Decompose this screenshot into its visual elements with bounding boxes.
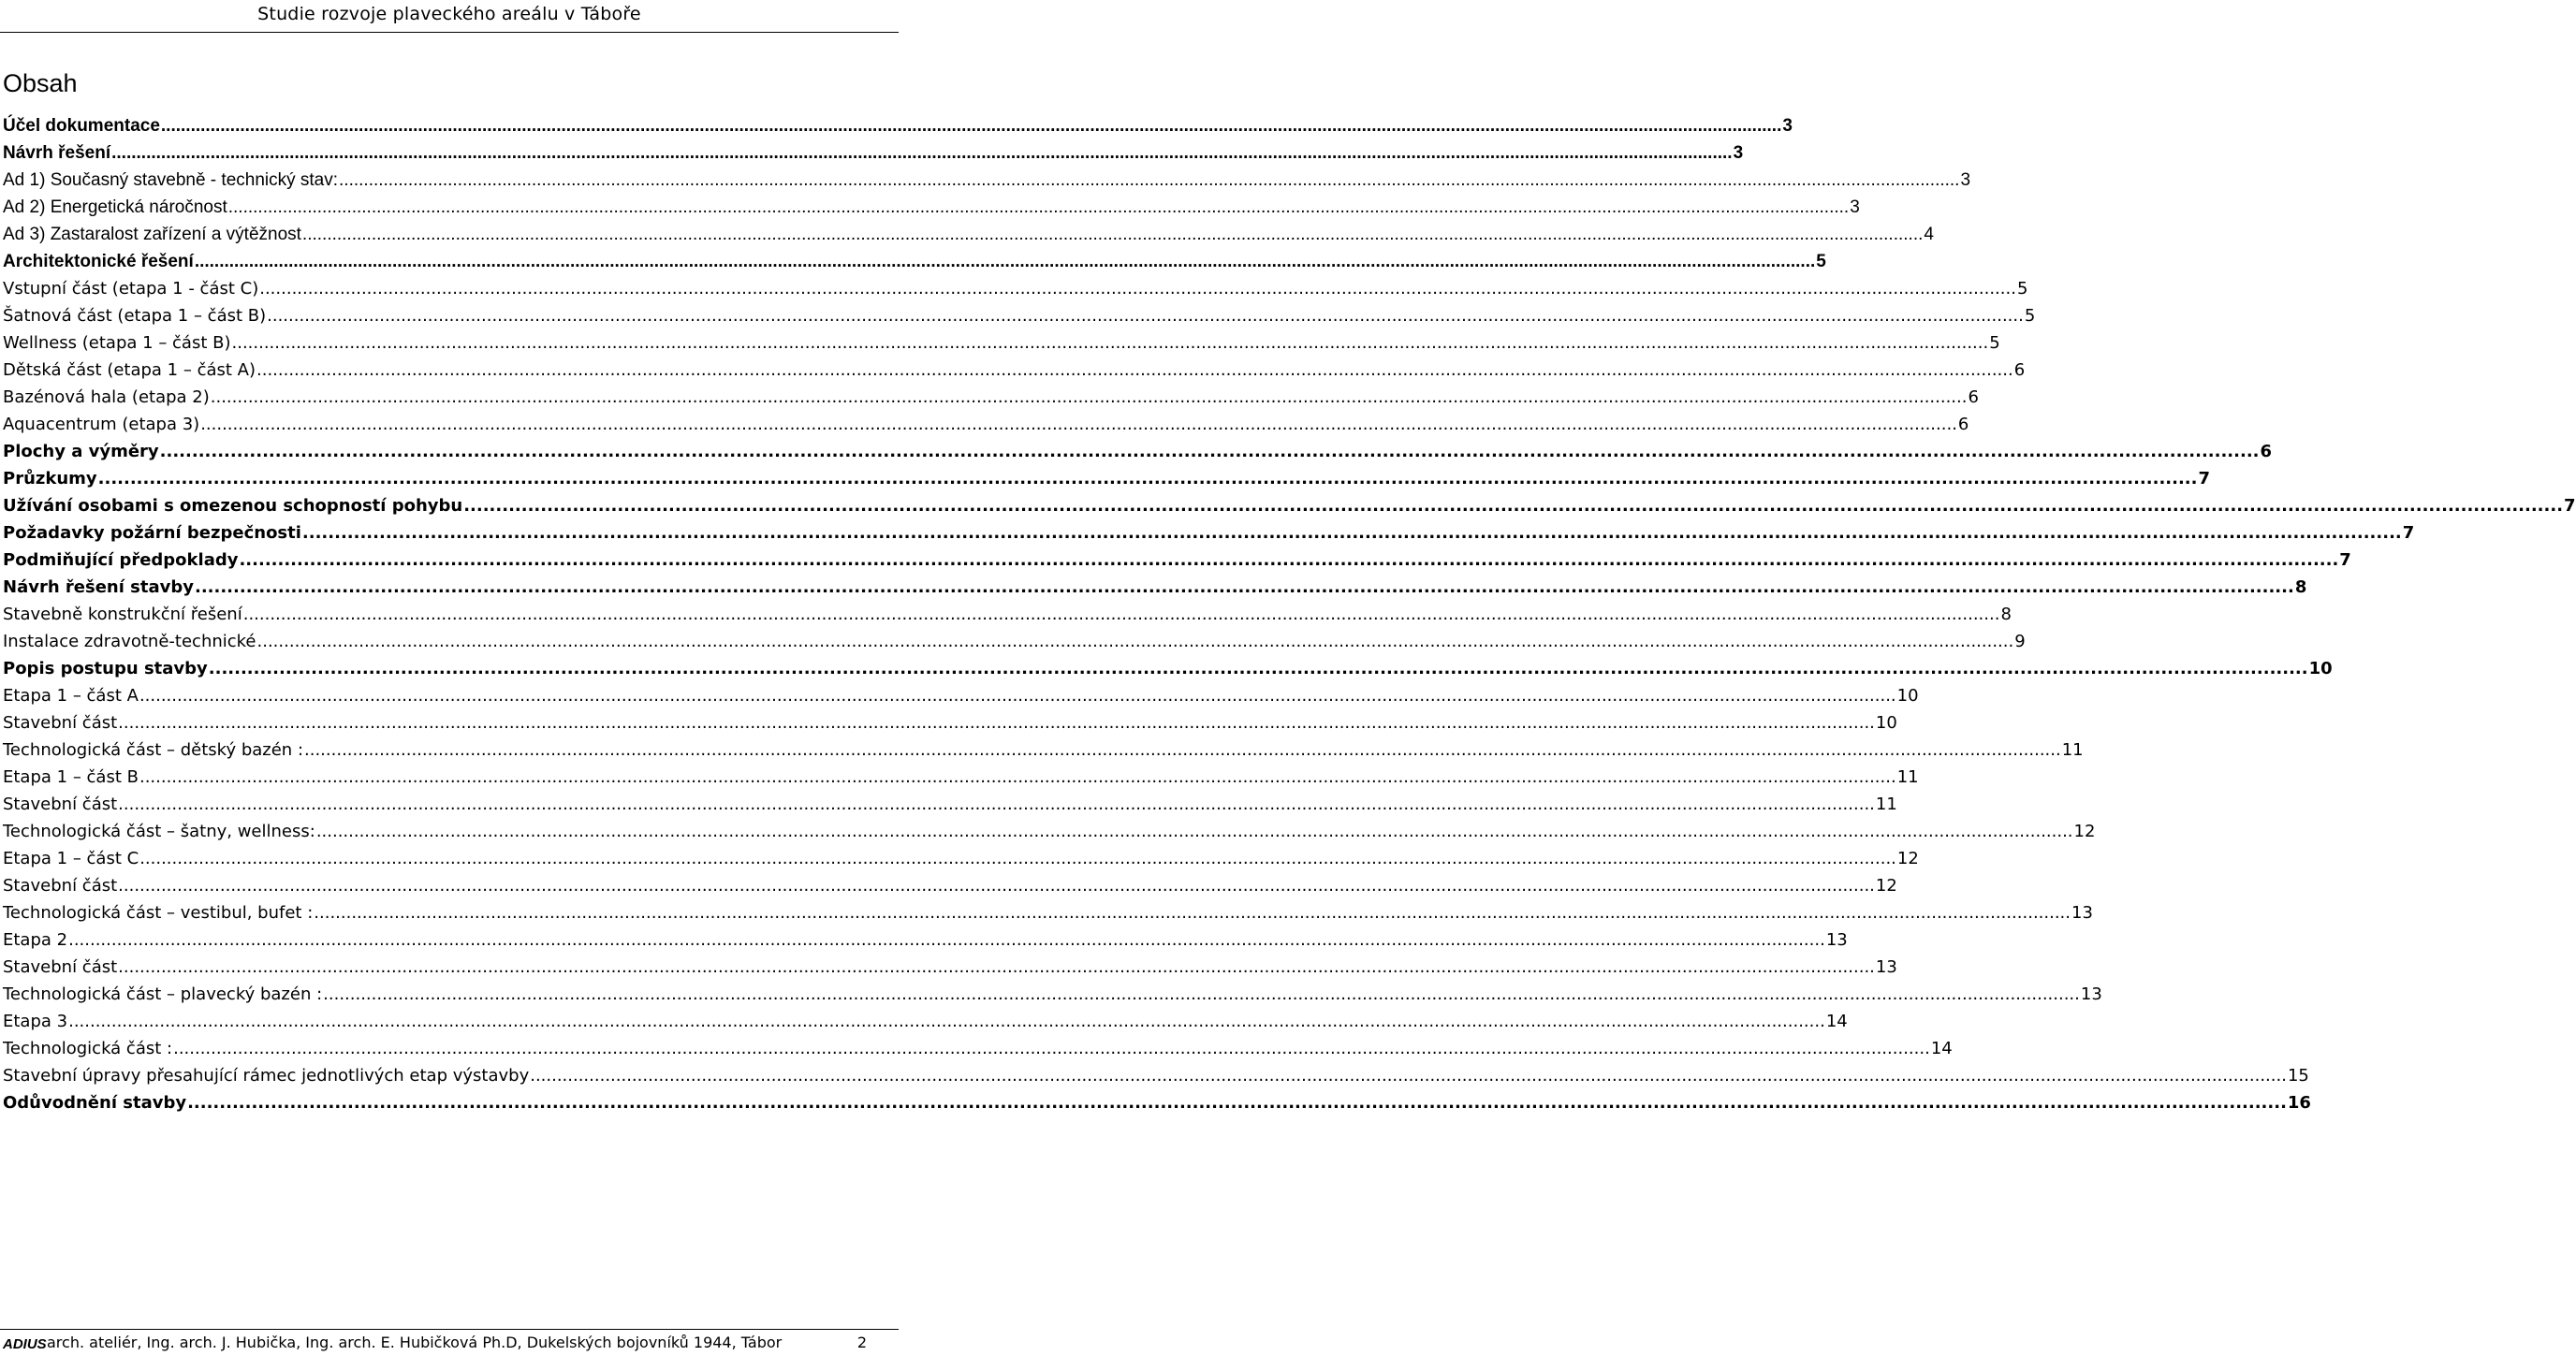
toc-leader-dots	[323, 981, 2080, 1008]
toc-entry-page: 10	[2308, 659, 2333, 678]
toc-entry-title: Požadavky požární bezpečnosti	[3, 523, 301, 543]
toc-leader-dots	[139, 764, 1896, 791]
toc-entry-page: 5	[2016, 279, 2028, 299]
svg-text:ADIUS: ADIUS	[3, 1336, 47, 1352]
toc-entry-title: Stavebně konstrukční řešení	[3, 605, 242, 624]
toc-leader-dots	[173, 1035, 1930, 1062]
toc-entry-title: Vstupní část (etapa 1 - část C)	[3, 279, 259, 299]
toc-entry-title: Technologická část – plavecký bazén :	[3, 984, 323, 1004]
toc-entry-page: 6	[2013, 360, 2026, 380]
toc-leader-dots	[530, 1062, 2287, 1089]
toc-entry-page: 5	[1816, 252, 1826, 271]
toc-leader-dots	[139, 682, 1896, 709]
toc-entry[interactable]	[3, 872, 1897, 899]
toc-entry-page: 15	[2287, 1066, 2309, 1086]
toc-leader-dots	[68, 1008, 1825, 1035]
toc-entry[interactable]	[3, 954, 1897, 981]
toc-leader-dots	[118, 954, 1875, 981]
toc-entry[interactable]	[3, 1089, 2311, 1116]
toc-leader-dots	[257, 628, 2014, 655]
toc-entry[interactable]	[3, 926, 1848, 954]
toc-leader-dots	[463, 492, 2563, 519]
toc-entry[interactable]	[3, 655, 2333, 682]
toc-leader-dots	[302, 221, 1923, 248]
toc-entry-page: 13	[2071, 903, 2093, 923]
toc-entry-title: Technologická část :	[3, 1039, 173, 1058]
toc-entry-title: Stavební úpravy přesahující rámec jednotlivých etap výstavby	[3, 1066, 530, 1086]
toc-entry-page: 8	[2294, 577, 2307, 597]
toc-entry[interactable]	[3, 492, 2576, 519]
toc-leader-dots	[339, 167, 1959, 194]
toc-entry-page: 7	[2564, 496, 2576, 516]
toc-heading: Obsah	[3, 69, 78, 97]
toc-leader-dots	[160, 438, 2260, 465]
toc-entry-page: 11	[1896, 767, 1919, 787]
toc-entry-page: 3	[1782, 116, 1793, 136]
toc-entry[interactable]	[3, 601, 2012, 628]
toc-entry-page: 10	[1875, 713, 1897, 733]
toc-entry-page: 5	[1989, 333, 2000, 353]
toc-leader-dots	[118, 791, 1875, 818]
toc-entry-title: Ad 2) Energetická náročnost	[3, 197, 227, 217]
toc-entry-title: Dětská část (etapa 1 – část A)	[3, 360, 256, 380]
toc-entry-title: Podmiňující předpoklady	[3, 550, 239, 570]
toc-leader-dots	[232, 329, 1989, 357]
toc-entry-page: 11	[2061, 740, 2084, 760]
toc-entry-title: Aquacentrum (etapa 3)	[3, 415, 200, 434]
toc-entry-title: Technologická část – vestibul, bufet :	[3, 903, 314, 923]
toc-entry-title: Etapa 2	[3, 930, 68, 950]
toc-entry-title: Etapa 3	[3, 1012, 68, 1031]
toc-entry-page: 5	[2024, 306, 2036, 326]
toc-leader-dots	[195, 248, 1815, 275]
toc-entry[interactable]	[3, 384, 1979, 411]
toc-entry[interactable]	[3, 139, 1744, 167]
toc-entry-page: 12	[1875, 876, 1897, 896]
toc-entry-title: Bazénová hala (etapa 2)	[3, 387, 210, 407]
toc-leader-dots	[211, 384, 1968, 411]
toc-entry-page: 13	[2080, 984, 2102, 1004]
toc-entry[interactable]	[3, 194, 1860, 221]
toc-entry-page: 13	[1825, 930, 1848, 950]
toc-entry[interactable]	[3, 329, 2000, 357]
toc-entry[interactable]	[3, 981, 2102, 1008]
toc-leader-dots	[161, 112, 1781, 139]
toc-entry[interactable]	[3, 1062, 2309, 1089]
toc-entry-page: 10	[1896, 686, 1919, 706]
toc-entry-title: Ad 1) Současný stavebně - technický stav:	[3, 170, 339, 190]
toc-entry[interactable]	[3, 1035, 1953, 1062]
toc-entry-title: Šatnová část (etapa 1 – část B)	[3, 306, 267, 326]
toc-entry[interactable]	[3, 574, 2307, 601]
toc-entry-page: 7	[2198, 469, 2210, 488]
toc-leader-dots	[139, 845, 1896, 872]
adius-logo	[3, 1336, 47, 1352]
toc-entry-title: Wellness (etapa 1 – část B)	[3, 333, 231, 353]
toc-entry[interactable]	[3, 736, 2084, 764]
toc-entry-page: 12	[2073, 822, 2096, 841]
toc-entry-page: 3	[1733, 143, 1744, 163]
toc-entry[interactable]	[3, 1008, 1848, 1035]
toc-leader-dots	[200, 411, 1957, 438]
toc-entry-title: Užívání osobami s omezenou schopností pohybu	[3, 496, 463, 516]
toc-entry[interactable]	[3, 764, 1919, 791]
toc-entry[interactable]	[3, 302, 2036, 329]
toc-entry-page: 12	[1896, 849, 1919, 868]
toc-leader-dots	[259, 275, 2016, 302]
toc-entry[interactable]	[3, 845, 1919, 872]
toc-entry-page: 11	[1875, 795, 1897, 814]
toc-entry-title: Stavební část	[3, 713, 118, 733]
toc-leader-dots	[302, 519, 2402, 547]
toc-leader-dots	[267, 302, 2024, 329]
toc-entry-page: 3	[1850, 197, 1860, 217]
toc-entry-page: 6	[1968, 387, 1979, 407]
toc-leader-dots	[111, 139, 1732, 167]
toc-entry[interactable]	[3, 519, 2415, 547]
toc-entry-page: 13	[1875, 957, 1897, 977]
toc-leader-dots	[304, 736, 2061, 764]
toc-entry-title: Odůvodnění stavby	[3, 1093, 187, 1113]
toc-leader-dots	[118, 709, 1875, 736]
toc-entry-title: Technologická část – dětský bazén :	[3, 740, 304, 760]
toc-entry-title: Popis postupu stavby	[3, 659, 208, 678]
toc-entry-page: 14	[1825, 1012, 1848, 1031]
page-footer	[0, 1329, 899, 1356]
toc-entry-title: Stavební část	[3, 957, 118, 977]
toc-entry[interactable]	[3, 167, 1971, 194]
footer-address: arch. ateliér, Ing. arch. J. Hubička, Ing. arch. E. Hubičková Ph.D, Dukelských bojovníků 1944, Tábor	[47, 1334, 783, 1351]
toc-entry-title: Plochy a výměry	[3, 442, 159, 461]
toc-entry[interactable]	[3, 899, 2093, 926]
toc-entry-page: 6	[2260, 442, 2273, 461]
toc-leader-dots	[243, 601, 2000, 628]
toc-entry[interactable]	[3, 465, 2210, 492]
toc-entry[interactable]	[3, 709, 1897, 736]
toc-entry-title: Návrh řešení	[3, 143, 111, 163]
toc-entry[interactable]	[3, 628, 2026, 655]
toc-leader-dots	[228, 194, 1849, 221]
toc-entry[interactable]	[3, 112, 1793, 139]
toc-entry-page: 16	[2287, 1093, 2311, 1113]
toc-entry[interactable]	[3, 818, 2096, 845]
toc-leader-dots	[118, 872, 1875, 899]
toc-entry[interactable]	[3, 682, 1919, 709]
toc-entry-page: 7	[2339, 550, 2351, 570]
toc-entry[interactable]	[3, 547, 2351, 574]
toc-entry-page: 4	[1924, 225, 1934, 244]
toc-entry-page: 14	[1930, 1039, 1953, 1058]
toc-entry[interactable]	[3, 438, 2273, 465]
toc-leader-dots	[314, 899, 2071, 926]
toc-entry-title: Ad 3) Zastaralost zařízení a výtěžnost	[3, 225, 301, 244]
toc-entry-title: Architektonické řešení	[3, 252, 194, 271]
toc-leader-dots	[209, 655, 2308, 682]
toc-entry-title: Etapa 1 – část B	[3, 767, 139, 787]
toc-leader-dots	[316, 818, 2073, 845]
toc-leader-dots	[195, 574, 2294, 601]
toc-entry-title: Účel dokumentace	[3, 116, 160, 136]
toc-entry-title: Návrh řešení stavby	[3, 577, 194, 597]
document-title: Studie rozvoje plaveckého areálu v Táboře	[257, 4, 641, 24]
toc-entry-title: Průzkumy	[3, 469, 97, 488]
toc-entry-page: 8	[2000, 605, 2012, 624]
toc-entry[interactable]	[3, 411, 1969, 438]
toc-leader-dots	[239, 547, 2338, 574]
toc-entry-title: Technologická část – šatny, wellness:	[3, 822, 315, 841]
toc-entry[interactable]	[3, 248, 1826, 275]
toc-leader-dots	[68, 926, 1825, 954]
toc-entry-title: Stavební část	[3, 795, 118, 814]
toc-entry-page: 9	[2014, 632, 2026, 651]
toc-entry[interactable]	[3, 357, 2026, 384]
toc-leader-dots	[256, 357, 2013, 384]
page-header	[0, 0, 899, 33]
toc-entry[interactable]	[3, 221, 1934, 248]
toc-entry[interactable]	[3, 791, 1897, 818]
toc-entry-title: Etapa 1 – část A	[3, 686, 139, 706]
table-of-contents	[3, 112, 2576, 1116]
page-number: 2	[856, 1334, 867, 1351]
toc-entry-title: Etapa 1 – část C	[3, 849, 139, 868]
toc-entry-page: 6	[1957, 415, 1969, 434]
toc-entry-title: Instalace zdravotně-technické	[3, 632, 256, 651]
toc-leader-dots	[187, 1089, 2287, 1116]
toc-leader-dots	[98, 465, 2198, 492]
toc-entry-page: 3	[1960, 170, 1971, 190]
toc-entry[interactable]	[3, 275, 2028, 302]
toc-entry-page: 7	[2402, 523, 2415, 543]
toc-entry-title: Stavební část	[3, 876, 118, 896]
